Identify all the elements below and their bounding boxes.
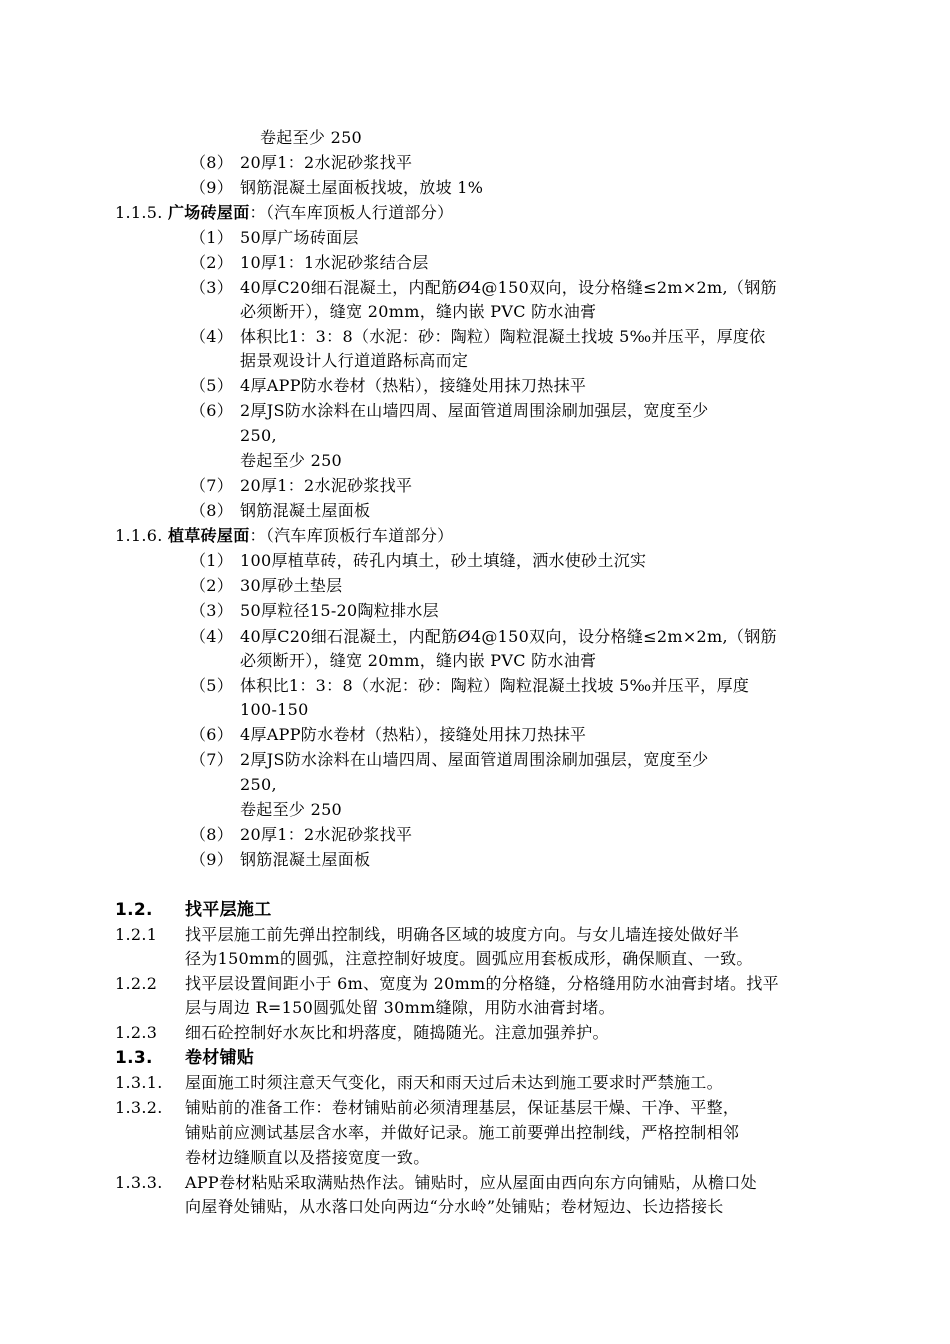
item-text: 20厚1：2水泥砂浆找平 [240,476,413,495]
section-title: 广场砖屋面 [168,203,250,222]
item-text: 据景观设计人行道道路标高而定 [240,351,469,370]
item-number: （8） [190,153,234,172]
item-text: 30厚砂土垫层 [240,576,343,595]
section-heading [115,526,453,546]
item-text: 卷起至少 250 [240,451,343,470]
item-number: （9） [190,850,234,869]
para-text: 向屋脊处铺贴，从水落口处向两边“分水岭”处铺贴；卷材短边、长边搭接长 [185,1197,724,1216]
item-text: 20厚1：2水泥砂浆找平 [240,153,413,172]
item-number: （5） [190,376,234,395]
section-heading [115,203,453,223]
para-text: 铺贴前的准备工作：卷材铺贴前必须清理基层，保证基层干燥、干净、平整， [185,1098,740,1117]
item-number: （7） [190,750,234,769]
item-text: 250, [240,426,277,445]
item-number: （5） [190,676,234,695]
item-text: 2厚JS防水涂料在山墙四周、屋面管道周围涂刷加强层，宽度至少 [240,750,709,769]
heading-number: 1.3. [115,1048,153,1068]
para-text: 层与周边 R=150圆弧处留 30mm缝隙，用防水油膏封堵。 [185,998,615,1017]
item-text: 钢筋混凝土屋面板找坡，放坡 1% [240,178,484,197]
heading-number: 1.2. [115,900,153,920]
para-number: 1.2.3 [115,1023,158,1042]
item-text: 50厚粒径15-20陶粒排水层 [240,601,439,620]
item-number: （1） [190,551,234,570]
para-text: 径为150mm的圆弧，注意控制好坡度。圆弧应用套板成形，确保顺直、一致。 [185,949,753,968]
item-text: 100-150 [240,700,309,719]
item-number: （8） [190,501,234,520]
section-title: 植草砖屋面 [168,526,250,545]
item-number: （2） [190,576,234,595]
text-line: 卷起至少 250 [260,128,363,147]
item-text: 必须断开），缝宽 20mm，缝内嵌 PVC 防水油膏 [240,302,597,321]
para-number: 1.3.3. [115,1173,163,1192]
item-text: 体积比1：3：8（水泥：砂：陶粒）陶粒混凝土找坡 5‰并压平，厚度 [240,676,750,695]
item-number: （4） [190,327,234,346]
para-text: 卷材边缝顺直以及搭接宽度一致。 [185,1148,430,1167]
para-text: 细石砼控制好水灰比和坍落度，随捣随光。注意加强养护。 [185,1023,609,1042]
para-text: 屋面施工时须注意天气变化，雨天和雨天过后未达到施工要求时严禁施工。 [185,1073,723,1092]
section-number: 1.1.6. [115,526,163,545]
para-number: 1.2.1 [115,925,158,944]
item-number: （8） [190,825,234,844]
item-number: （1） [190,228,234,247]
item-text: 体积比1：3：8（水泥：砂：陶粒）陶粒混凝土找坡 5‰并压平，厚度依 [240,327,766,346]
para-number: 1.3.2. [115,1098,163,1117]
item-text: 4厚APP防水卷材（热粘），接缝处用抹刀热抹平 [240,725,587,744]
para-text: 找平层设置间距小于 6m、宽度为 20mm的分格缝，分格缝用防水油膏封堵。找平 [185,974,779,993]
item-number: （9） [190,178,234,197]
item-text: 卷起至少 250 [240,800,343,819]
item-text: 100厚植草砖，砖孔内填土，砂土填缝，洒水使砂土沉实 [240,551,647,570]
item-text: 250, [240,775,277,794]
item-text: 4厚APP防水卷材（热粘），接缝处用抹刀热抹平 [240,376,587,395]
item-text: 50厚广场砖面层 [240,228,359,247]
item-number: （2） [190,253,234,272]
para-text: 铺贴前应测试基层含水率，并做好记录。施工前要弹出控制线，严格控制相邻 [185,1123,740,1142]
section-note: ：（汽车库顶板人行道部分） [249,203,454,222]
heading-title: 找平层施工 [185,900,272,920]
item-text: 必须断开），缝宽 20mm，缝内嵌 PVC 防水油膏 [240,651,597,670]
section-note: ：（汽车库顶板行车道部分） [249,526,454,545]
item-number: （4） [190,627,234,646]
para-text: APP卷材粘贴采取满贴热作法。铺贴时，应从屋面由西向东方向铺贴，从檐口处 [185,1173,757,1192]
para-number: 1.2.2 [115,974,158,993]
item-text: 10厚1：1水泥砂浆结合层 [240,253,429,272]
item-text: 40厚C20细石混凝土，内配筋Ø4@150双向，设分格缝≤2m×2m,（钢筋 [240,278,777,297]
para-number: 1.3.1. [115,1073,163,1092]
item-text: 钢筋混凝土屋面板 [240,850,371,869]
item-number: （7） [190,476,234,495]
item-text: 2厚JS防水涂料在山墙四周、屋面管道周围涂刷加强层，宽度至少 [240,401,709,420]
item-text: 20厚1：2水泥砂浆找平 [240,825,413,844]
item-text: 40厚C20细石混凝土，内配筋Ø4@150双向，设分格缝≤2m×2m,（钢筋 [240,627,777,646]
item-number: （3） [190,601,234,620]
para-text: 找平层施工前先弹出控制线，明确各区域的坡度方向。与女儿墙连接处做好半 [185,925,740,944]
item-number: （6） [190,725,234,744]
item-number: （3） [190,278,234,297]
section-number: 1.1.5. [115,203,163,222]
heading-title: 卷材铺贴 [185,1048,255,1068]
item-text: 钢筋混凝土屋面板 [240,501,371,520]
item-number: （6） [190,401,234,420]
